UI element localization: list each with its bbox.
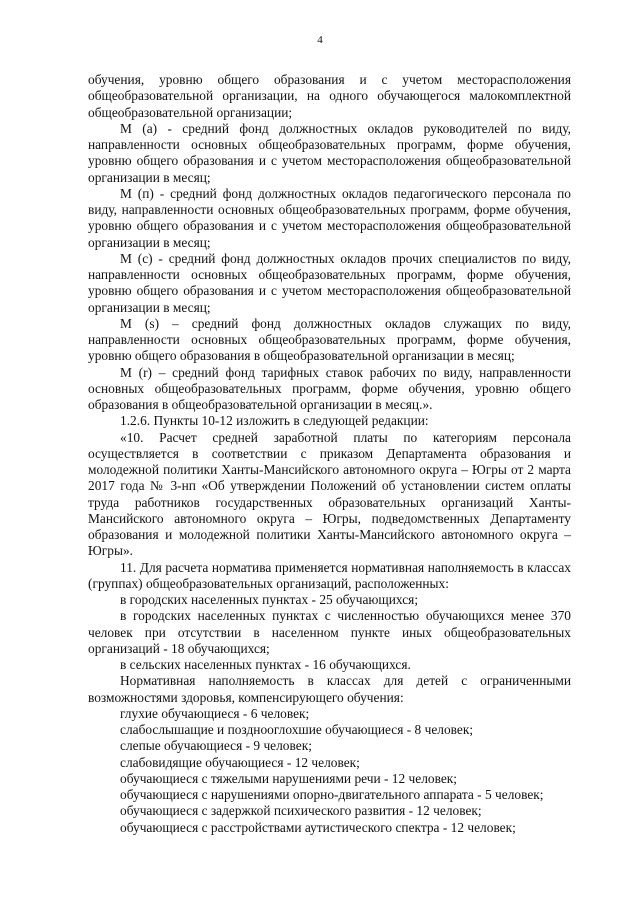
paragraph-m-p: М (п) - средний фонд должностных окладов педагогического персонала по виду, направленности основных общеобразовательных программ, форме обучения, уровню общего образования и с учетом месторасположения общеобразовательной организации в месяц; [88,185,571,250]
paragraph-m-a: М (а) - средний фонд должностных окладов руководителей по виду, направленности основных общеобразовательных программ, форме обучения, уровню общего образования и с учетом месторасположения общеобразовательной организации в месяц; [88,120,571,185]
list-item: слабослышащие и позднооглохшие обучающиеся - 8 человек; [120,722,474,737]
list-item: в городских населенных пунктах - 25 обучающихся; [120,592,419,607]
paragraph-amendment: 1.2.6. Пункты 10-12 изложить в следующей редакции: [120,413,429,429]
paragraph-m-c: М (с) - средний фонд должностных окладов прочих специалистов по виду, направленности основных общеобразовательных программ, форме обучения, уровню общего образования и с учетом месторасположения общеобразовательной организации в месяц; [88,250,571,315]
paragraph: обучения, уровню общего образования и с учетом месторасположения общеобразовательной организации, на одного обучающегося малокомплектной общеобразовательной организации; [88,72,571,120]
list-item: обучающиеся с тяжелыми нарушениями речи - 12 человек; [120,770,458,786]
paragraph-m-r: М (r) – средний фонд тарифных ставок рабочих по виду, направленности основных общеобразовательных программ, форме обучения, уровню общего образования в общеобразовательной организации в месяц.». [88,364,571,412]
document-body [88,72,571,836]
paragraph-point-11: 11. Для расчета норматива применяется нормативная наполняемость в классах (группах) общеобразовательных организаций, расположенных: [88,559,571,591]
list-item: обучающиеся с расстройствами аутистического спектра - 12 человек; [120,819,516,835]
page-number: 4 [317,34,323,46]
list-item: обучающиеся с нарушениями опорно-двигательного аппарата - 5 человек; [120,787,544,802]
paragraph-m-s: М (s) – средний фонд должностных окладов служащих по виду, направленности основных общеобразовательных программ, форме обучения, уровню общего образования в общеобразовательной организации в месяц; [88,315,571,364]
list-item: слепые обучающиеся - 9 человек; [120,738,312,754]
list-item: в городских населенных пунктах с численностью обучающихся менее 370 человек при отсутствии в населенном пункте иных общеобразовательных организаций - 18 обучающихся; [88,608,571,656]
paragraph-normative: Нормативная наполняемость в классах для детей с ограниченными возможностями здоровья, компенсирующего обучения: [88,673,571,705]
list-item: обучающиеся с задержкой психического развития - 12 человек; [120,803,482,819]
list-item: в сельских населенных пунктах - 16 обучающихся. [120,657,411,672]
list-item: слабовидящие обучающиеся - 12 человек; [120,754,360,770]
list-item: глухие обучающиеся - 6 человек; [120,705,310,721]
paragraph-point-10: «10. Расчет средней заработной платы по категориям персонала осуществляется в соответствии с приказом Департамента образования и молодежной политики Ханты-Мансийского автономного округа – Югры от 2 марта 2017 года № 3-нп «Об утверждении Положений об установлении систем оплаты труда работников государственных образовательных организаций Ханты-Мансийского автономного округа – Югры, подведомственных Департаменту образования и молодежной политики Ханты-Мансийского автономного округа – Югры». [88,429,571,559]
